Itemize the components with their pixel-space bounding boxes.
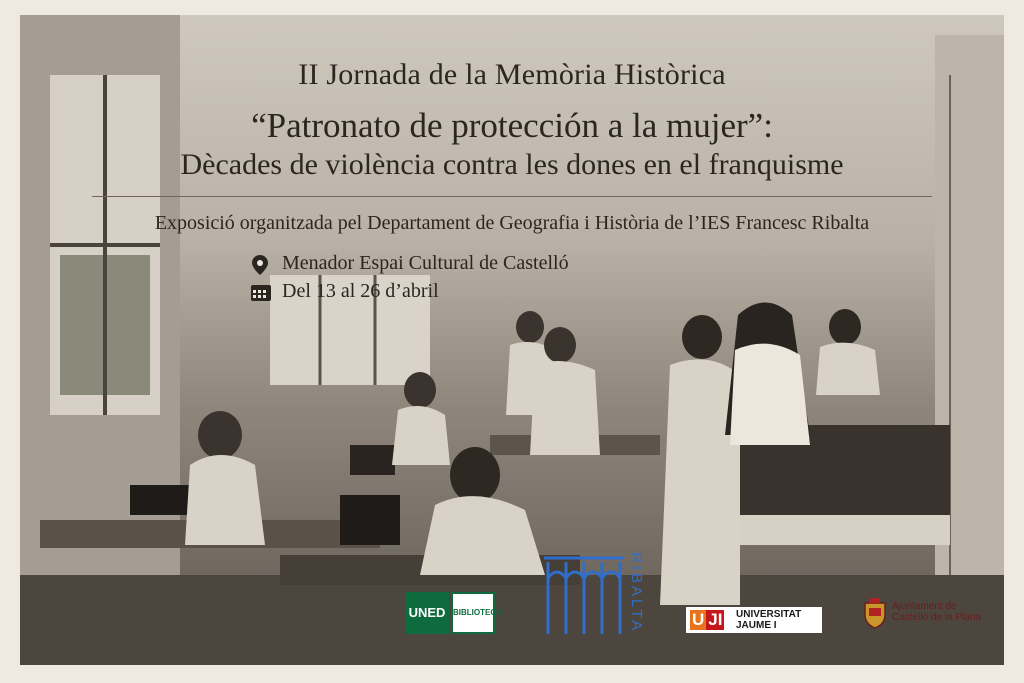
ajuntament-line1: Ajuntament de bbox=[892, 601, 957, 612]
calendar-icon bbox=[250, 282, 272, 302]
uned-logo: UNED bbox=[405, 592, 449, 634]
ajuntament-logo bbox=[860, 597, 1000, 633]
uji-name-line2: JAUME I bbox=[736, 620, 777, 631]
dates-text: Del 13 al 26 d’abril bbox=[282, 280, 439, 302]
ajuntament-text bbox=[892, 601, 981, 623]
exhibition-subtitle: Dècades de violència contra les dones en el franquisme bbox=[180, 148, 844, 181]
sewing-machine bbox=[350, 445, 395, 475]
ribalta-wordmark: RIBALTA bbox=[628, 552, 645, 634]
uji-name bbox=[736, 609, 801, 631]
coat-of-arms-icon bbox=[862, 597, 888, 629]
location-text: Menador Espai Cultural de Castelló bbox=[282, 252, 569, 274]
biblioteca-logo: BIBLIOTECA bbox=[451, 592, 495, 634]
sewing-machine bbox=[340, 495, 400, 545]
location-pin-icon bbox=[250, 254, 270, 276]
floor bbox=[20, 575, 1004, 665]
event-title: II Jornada de la Memòria Històrica bbox=[298, 58, 726, 91]
ajuntament-line2: Castelló de la Plana bbox=[892, 612, 981, 623]
uji-name-line1: UNIVERSITAT bbox=[736, 609, 802, 620]
divider-line bbox=[92, 196, 932, 197]
organizer-text: Exposició organitzada pel Departament de Geografia i Història de l’IES Francesc Ribalta bbox=[154, 212, 870, 234]
exhibition-title: “Patronato de protección a la mujer”: bbox=[251, 106, 773, 145]
uji-logo bbox=[686, 607, 822, 633]
uji-mark: U JI bbox=[692, 610, 723, 629]
sewing-machine bbox=[130, 485, 190, 515]
